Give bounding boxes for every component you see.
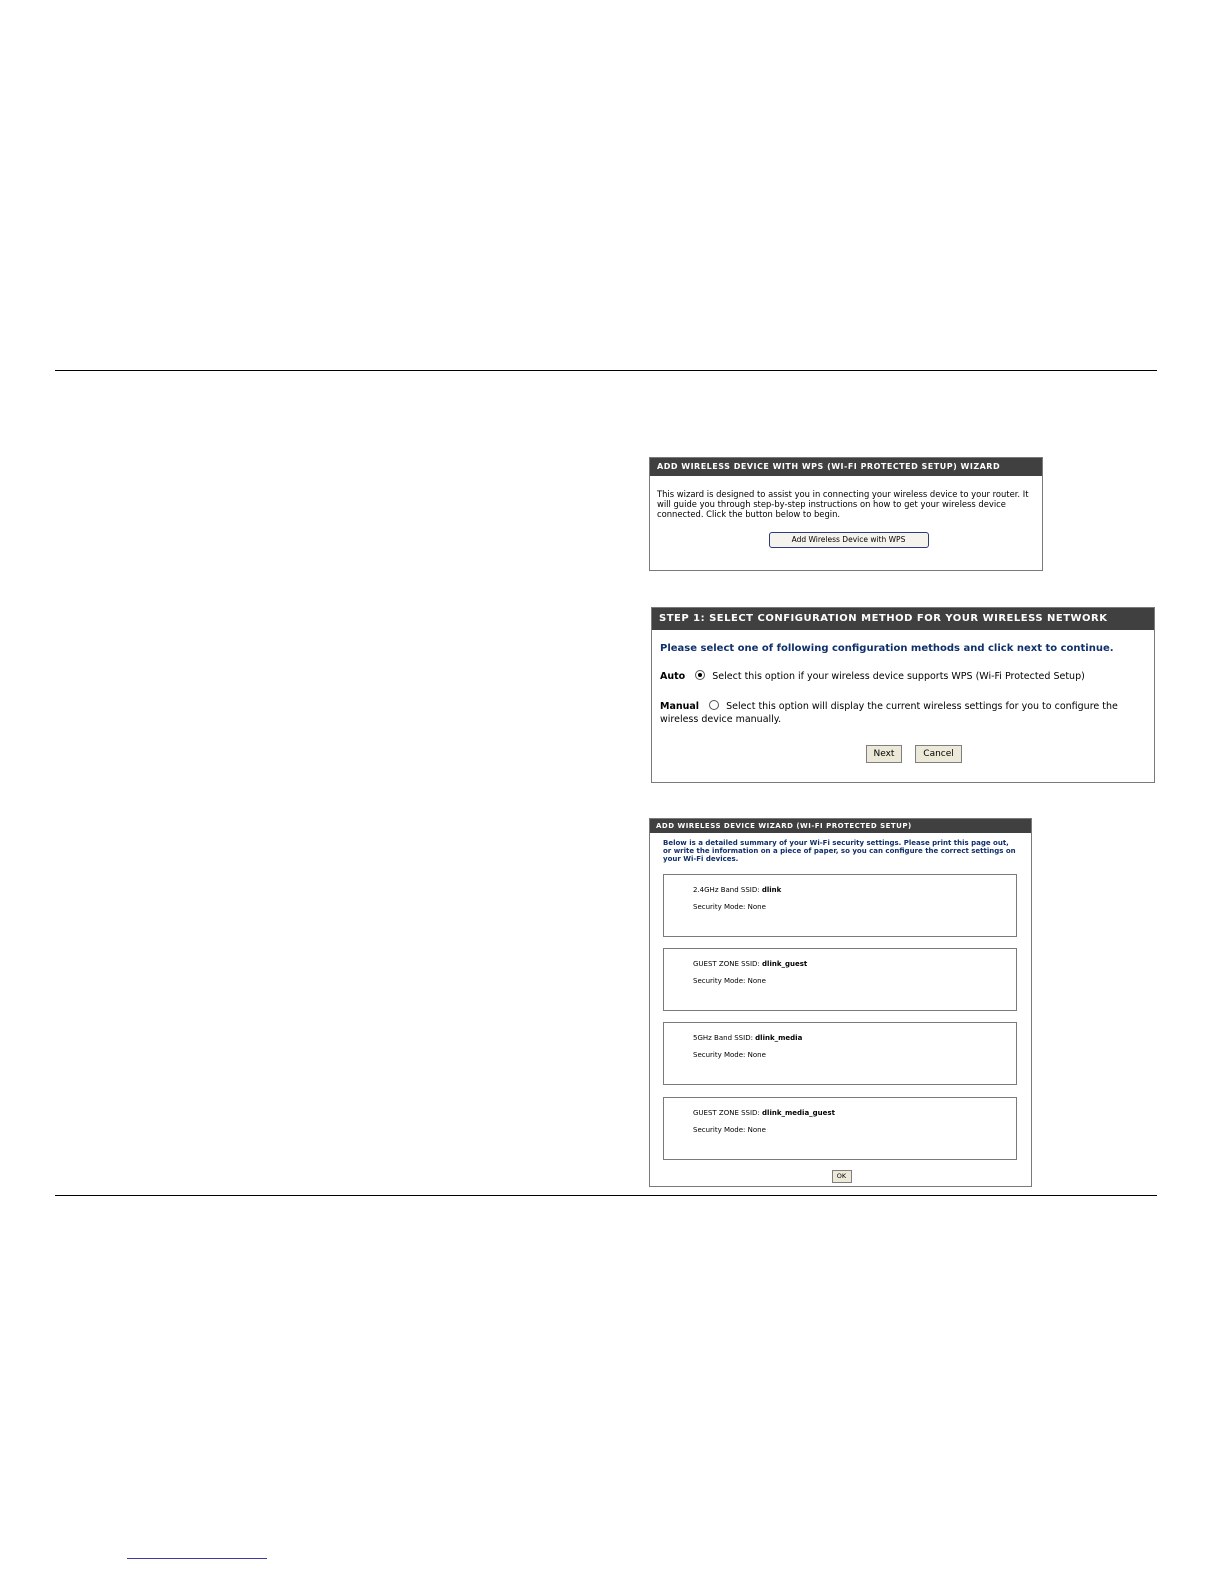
wps-wizard-description: This wizard is designed to assist you in connecting your wireless device to your router. It will guide you through step-by-step instructions on how to get your wireless device connected. Click the button below to begin. <box>657 489 1029 519</box>
network-summary-box <box>663 874 1017 937</box>
add-wireless-device-wps-button[interactable]: Add Wireless Device with WPS <box>769 532 929 548</box>
next-button[interactable]: Next <box>866 745 902 763</box>
ssid-value: dlink <box>761 886 782 894</box>
summary-title: ADD WIRELESS DEVICE WIZARD (WI-FI PROTECTED SETUP) <box>650 819 1031 833</box>
auto-description: Select this option if your wireless device supports WPS (Wi-Fi Protected Setup) <box>712 671 1085 682</box>
top-divider <box>55 370 1157 371</box>
manual-option <box>660 700 1154 726</box>
security-mode-label: Security Mode: <box>693 1051 746 1059</box>
security-mode-value: None <box>747 1051 766 1059</box>
manual-radio[interactable] <box>709 700 719 710</box>
step1-instructions: Please select one of following configuration methods and click next to continue. <box>660 643 1114 654</box>
summary-instructions: Below is a detailed summary of your Wi-Fi security settings. Please print this page out, or write the information on a piece of paper, so you can configure the correct settings on your Wi-Fi devices. <box>663 839 1016 863</box>
ssid-value: dlink_media <box>755 1034 803 1042</box>
wps-wizard-title: ADD WIRELESS DEVICE WITH WPS (WI-FI PROTECTED SETUP) WIZARD <box>650 458 1042 476</box>
security-mode-label: Security Mode: <box>693 977 746 985</box>
ok-button[interactable]: OK <box>832 1170 852 1183</box>
auto-label: Auto <box>660 671 686 682</box>
ssid-label: 2.4GHz Band SSID: <box>693 886 760 894</box>
bottom-divider <box>55 1195 1157 1196</box>
auto-option <box>660 670 1154 683</box>
manual-description: Select this option will display the current wireless settings for you to configure the wireless device manually. <box>660 701 1118 725</box>
security-mode-value: None <box>747 977 766 985</box>
step1-config-method-panel <box>651 607 1155 783</box>
ssid-value: dlink_media_guest <box>762 1109 835 1117</box>
auto-radio[interactable] <box>695 670 705 680</box>
network-summary-box <box>663 1097 1017 1160</box>
security-mode-value: None <box>747 903 766 911</box>
wps-wizard-panel <box>649 457 1043 571</box>
security-mode-label: Security Mode: <box>693 903 746 911</box>
network-summary-box <box>663 1022 1017 1085</box>
ssid-label: GUEST ZONE SSID: <box>693 960 760 968</box>
manual-label: Manual <box>660 701 700 712</box>
footer-link-underline <box>127 1558 267 1559</box>
cancel-button[interactable]: Cancel <box>915 745 962 763</box>
wifi-summary-panel <box>649 818 1032 1187</box>
ssid-label: 5GHz Band SSID: <box>693 1034 753 1042</box>
security-mode-value: None <box>747 1126 766 1134</box>
step1-title: STEP 1: SELECT CONFIGURATION METHOD FOR YOUR WIRELESS NETWORK <box>652 608 1154 630</box>
ssid-value: dlink_guest <box>762 960 808 968</box>
security-mode-label: Security Mode: <box>693 1126 746 1134</box>
network-summary-box <box>663 948 1017 1011</box>
ssid-label: GUEST ZONE SSID: <box>693 1109 760 1117</box>
